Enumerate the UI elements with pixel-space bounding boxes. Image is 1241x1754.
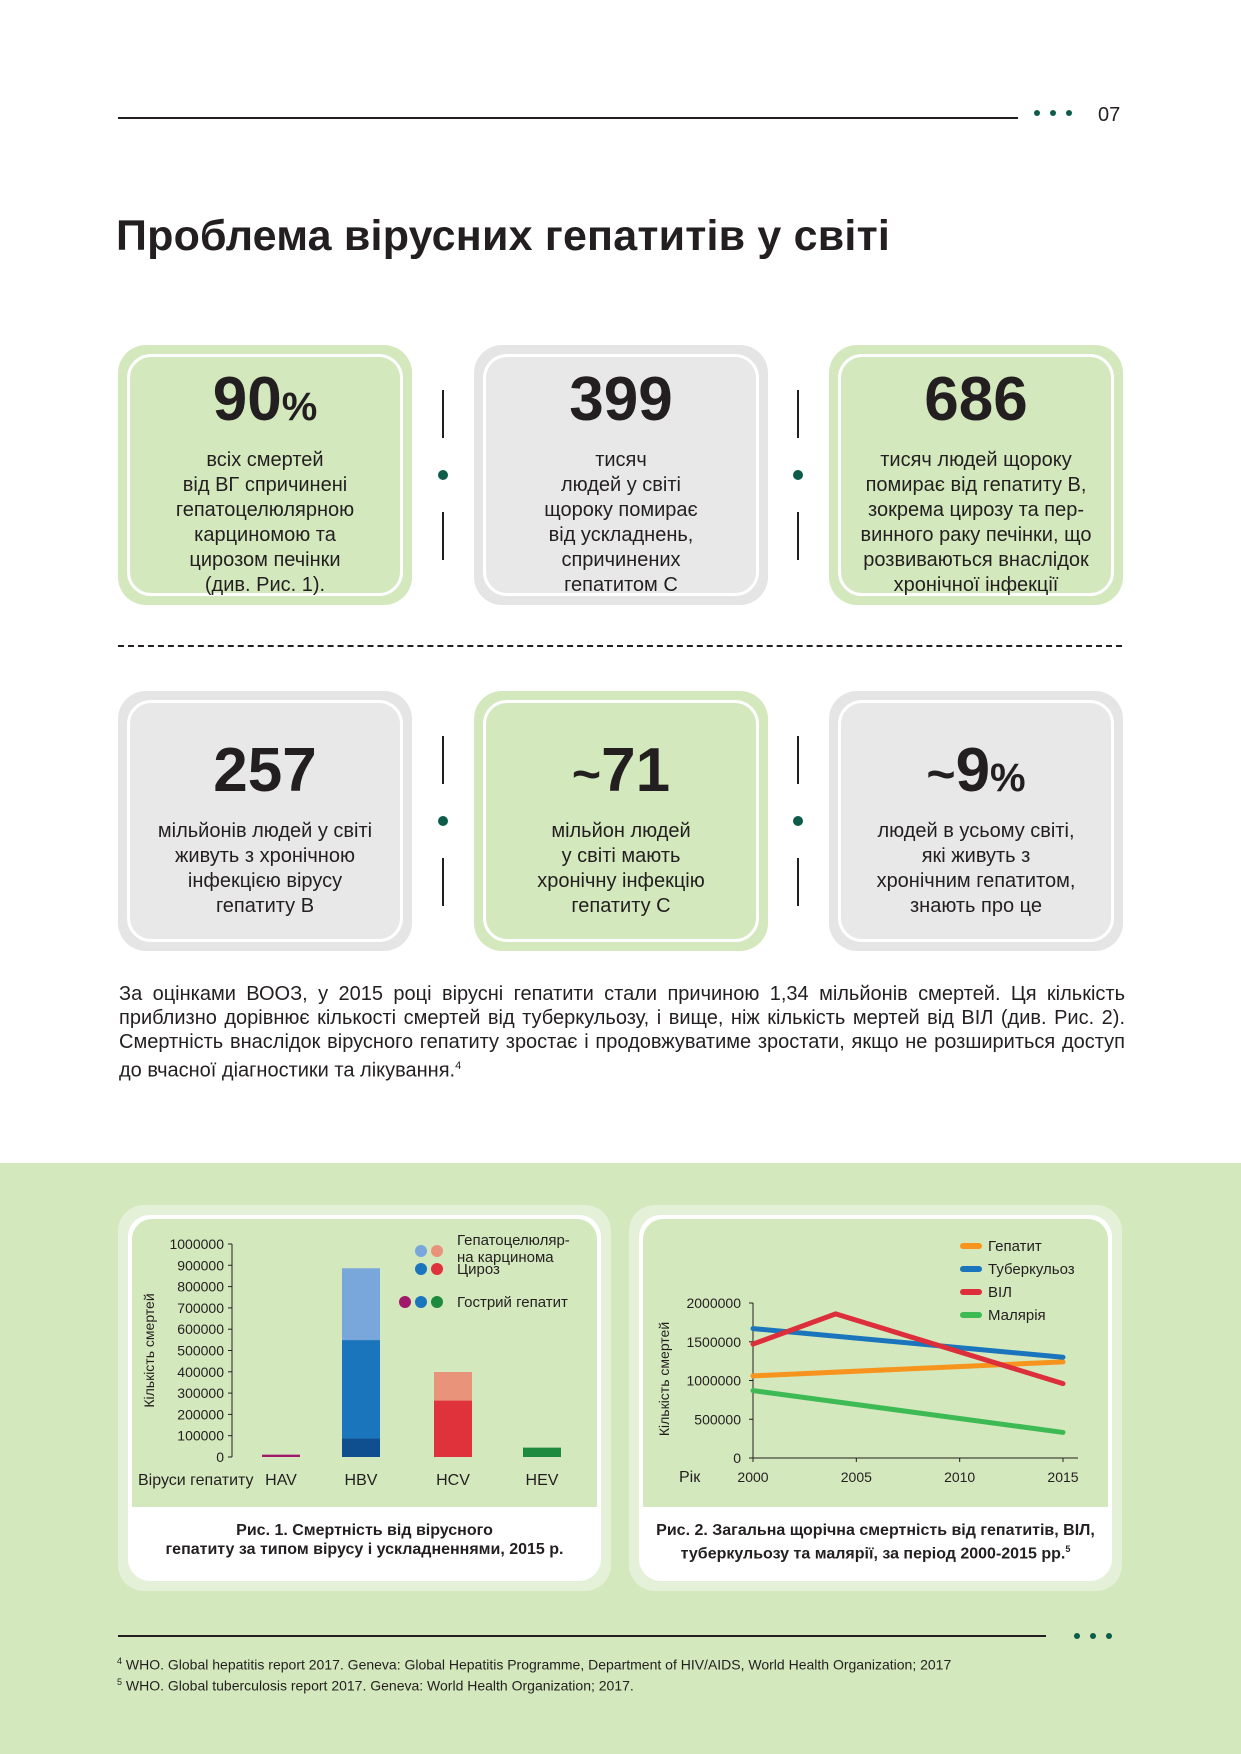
- y-tick-label: 800000: [177, 1278, 224, 1295]
- stat-description: всіх смертей від ВГ спричинені гепатоцелюлярною карциномою та цирозом печінки (див. Рис. 1).: [175, 449, 355, 596]
- stat-number: [486, 736, 756, 809]
- footnote: [117, 1656, 951, 1673]
- stat-number: [486, 365, 756, 438]
- page-title: Проблема вірусних гепатитів у світі: [116, 212, 890, 260]
- stat-value: 71: [601, 736, 671, 805]
- legend-swatch: [431, 1263, 443, 1275]
- legend-label: Туберкульоз: [988, 1261, 1075, 1278]
- footnote-number: 4: [117, 1656, 123, 1666]
- legend-swatch: [431, 1245, 443, 1257]
- stat-suffix: %: [990, 756, 1026, 800]
- bar-segment: [342, 1438, 380, 1457]
- stat-card-inner: [483, 354, 759, 596]
- y-tick-label: 700000: [177, 1299, 224, 1316]
- x-axis-label: Рік: [679, 1469, 701, 1486]
- stat-card-inner: [127, 700, 403, 942]
- footnote-ref: 5: [1065, 1544, 1071, 1554]
- stat-value: 257: [213, 736, 317, 805]
- stat-value: 399: [569, 365, 673, 434]
- y-tick-label: 0: [733, 1450, 741, 1466]
- separator-dot: [438, 470, 448, 480]
- x-axis-label: Віруси гепатиту: [138, 1472, 254, 1489]
- legend-swatch: [415, 1296, 427, 1308]
- y-tick-label: 300000: [177, 1385, 224, 1402]
- legend-label: ВІЛ: [988, 1284, 1013, 1301]
- bar-segment: [342, 1268, 380, 1340]
- y-tick-label: 200000: [177, 1406, 224, 1423]
- figure-2: [629, 1205, 1122, 1591]
- separator-dot: [438, 816, 448, 826]
- footer-dots: [1074, 1633, 1112, 1639]
- separator-bar: [797, 390, 799, 438]
- stat-number: [841, 736, 1111, 809]
- stat-description: тисяч людей щороку помирає від гепатиту В, зокрема цирозу та пер- винного раку печінки, що розвиваються внаслідок хронічної інфекції: [860, 449, 1092, 596]
- legend-label: Гепатит: [988, 1238, 1042, 1255]
- stat-description: тисяч людей у світі щороку помирає від ускладнень, спричинених гепатитом С: [544, 449, 698, 596]
- separator-bar: [442, 858, 444, 906]
- stat-card: [118, 691, 412, 951]
- stat-card: [474, 691, 768, 951]
- ornament-dot: [1074, 1633, 1080, 1639]
- x-tick-label: HEV: [525, 1472, 559, 1489]
- ornament-dot: [1050, 110, 1056, 116]
- y-tick-label: 1500000: [686, 1333, 741, 1350]
- figure-1-panel: [128, 1215, 601, 1581]
- body-paragraph: [119, 982, 1125, 1083]
- bar-segment: [342, 1340, 380, 1438]
- ornament-dot: [1090, 1633, 1096, 1639]
- figure-1: [118, 1205, 611, 1591]
- y-tick-label: 500000: [694, 1411, 741, 1428]
- bar-segment: [434, 1401, 472, 1457]
- stat-card-inner: [483, 700, 759, 942]
- stat-number: [130, 736, 400, 809]
- ornament-dot: [1034, 110, 1040, 116]
- separator-dot: [793, 470, 803, 480]
- legend-label: Гепатоцелюляр-: [457, 1232, 570, 1249]
- ornament-dot: [1106, 1633, 1112, 1639]
- stat-description: мільйон людей у світі мають хронічну інфекцію гепатиту С: [537, 820, 705, 917]
- bar-segment: [523, 1448, 561, 1457]
- series-line: [753, 1329, 1063, 1358]
- separator-bar: [442, 512, 444, 560]
- y-tick-label: 600000: [177, 1321, 224, 1338]
- footnote-ref: 4: [455, 1060, 462, 1072]
- x-tick-label: HAV: [265, 1472, 297, 1489]
- legend-swatch: [415, 1263, 427, 1275]
- y-tick-label: 2000000: [686, 1295, 741, 1311]
- x-tick-label: 2000: [737, 1469, 769, 1485]
- x-tick-label: HCV: [436, 1472, 470, 1489]
- legend-swatch: [431, 1296, 443, 1308]
- y-tick-label: 400000: [177, 1363, 224, 1380]
- x-tick-label: 2005: [840, 1469, 872, 1485]
- stat-card-inner: [127, 354, 403, 596]
- stat-card-inner: [838, 354, 1114, 596]
- legend-label: на карцинома: [457, 1249, 554, 1266]
- stat-value: 686: [924, 365, 1028, 434]
- stat-description: мільйонів людей у світі живуть з хронічною інфекцією вірусу гепатиту В: [157, 820, 373, 917]
- figure-2-plot-area: [643, 1219, 1108, 1507]
- dashed-divider: [118, 645, 1122, 647]
- legend-label: Цироз: [457, 1261, 500, 1278]
- separator-bar: [797, 736, 799, 784]
- figure-1-caption: Рис. 1. Смертність від вірусного гепатиту за типом вірусу і ускладненнями, 2015 р.: [165, 1522, 564, 1558]
- bar-segment: [262, 1455, 300, 1457]
- header-rule: [118, 117, 1018, 119]
- separator-dot: [793, 816, 803, 826]
- stat-number: [130, 365, 400, 438]
- figure-2-caption: [639, 1521, 1112, 1563]
- paragraph-text: За оцінками ВООЗ, у 2015 році вірусні гепатити стали причиною 1,34 мільйонів смертей. Ця кількість приблизно дорівнює кількості смертей від туберкульозу, і вище, ніж кількість мертей від ВІЛ (див. Рис. 2). Смертність внаслідок вірусного гепатиту зростає і продовжуватиме зростати, якщо не розшириться доступ до вчасної діагностики та лікування.: [119, 983, 1125, 1082]
- bar-segment: [434, 1372, 472, 1401]
- y-axis-label: Кількість смертей: [656, 1321, 672, 1437]
- separator-bar: [442, 736, 444, 784]
- stat-value: 90: [212, 365, 282, 434]
- figure-1-plot-area: [132, 1219, 597, 1507]
- stat-card: [829, 345, 1123, 605]
- page-number: 07: [1098, 104, 1121, 126]
- y-tick-label: 1000000: [686, 1372, 741, 1389]
- stat-prefix: ~: [926, 746, 956, 802]
- stat-card-inner: [838, 700, 1114, 942]
- stat-value: 9: [955, 736, 991, 805]
- x-tick-label: HBV: [344, 1472, 378, 1489]
- y-tick-label: 0: [216, 1449, 224, 1465]
- ornament-dot: [1066, 110, 1072, 116]
- figure-2-panel: [639, 1215, 1112, 1581]
- y-tick-label: 100000: [177, 1427, 224, 1444]
- stat-card: [118, 345, 412, 605]
- stat-card: [474, 345, 768, 605]
- stat-card: [829, 691, 1123, 951]
- stat-description: людей в усьому світі, які живуть з хронічним гепатитом, знають про це: [876, 820, 1076, 917]
- x-tick-label: 2010: [944, 1469, 976, 1485]
- legend-swatch: [399, 1296, 411, 1308]
- footnote-number: 5: [117, 1677, 123, 1687]
- y-tick-label: 900000: [177, 1257, 224, 1274]
- y-tick-label: 500000: [177, 1342, 224, 1359]
- y-axis-label: Кількість смертей: [141, 1293, 157, 1408]
- footnote-text: WHO. Global tuberculosis report 2017. Geneva: World Health Organization; 2017.: [125, 1677, 634, 1694]
- figure-2-chart: [643, 1219, 1108, 1507]
- figure-2-caption-text: Рис. 2. Загальна щорічна смертність від гепатитів, ВІЛ, туберкульозу та малярії, за період 2000-2015 рр.: [656, 1522, 1095, 1563]
- legend-swatch: [415, 1245, 427, 1257]
- x-tick-label: 2015: [1047, 1469, 1079, 1485]
- separator-bar: [797, 858, 799, 906]
- y-tick-label: 1000000: [169, 1236, 224, 1252]
- stat-number: [841, 365, 1111, 438]
- stat-prefix: ~: [571, 746, 602, 802]
- header-dots: [1034, 110, 1072, 116]
- footer-rule: [118, 1635, 1046, 1637]
- legend-label: Гострий гепатит: [457, 1294, 568, 1311]
- footnote-text: WHO. Global hepatitis report 2017. Geneva: Global Hepatitis Programme, Department of HIV/AIDS, World Health Organization; 2017: [125, 1656, 952, 1673]
- stat-suffix: %: [281, 385, 318, 429]
- figure-1-chart: [132, 1219, 597, 1507]
- series-line: [753, 1391, 1063, 1433]
- footnote: [117, 1677, 634, 1694]
- separator-bar: [797, 512, 799, 560]
- legend-label: Малярія: [988, 1307, 1046, 1324]
- separator-bar: [442, 390, 444, 438]
